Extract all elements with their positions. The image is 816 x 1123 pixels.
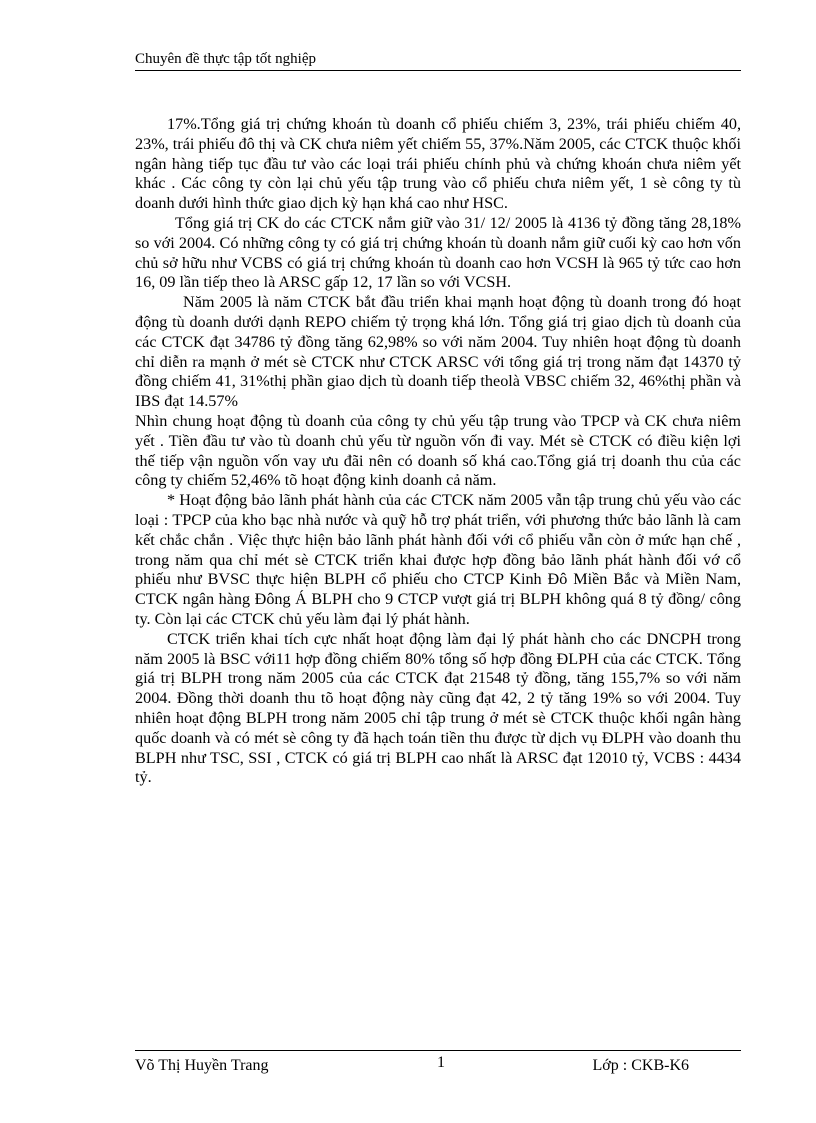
paragraph-1: 17%.Tổng giá trị chứng khoán tù doanh cổ phiếu chiếm 3, 23%, trái phiếu chiếm 40, 23%, trái phiếu đô thị và CK chưa niêm yết chiếm 55, 37%.Năm 2005, các CTCK thuộc khối ngân hàng tiếp tục đầu tư vào các loại trái phiếu chính phủ và chứng khoán chưa niêm yết khác . Các công ty còn lại chủ yếu tập trung vào cổ phiếu chưa niêm yết, 1 sè công ty tù doanh dưới hình thức giao dịch kỳ hạn khá cao như HSC. [135,115,741,213]
paragraph-5: * Hoạt động bảo lãnh phát hành của các CTCK năm 2005 vẫn tập trung chủ yếu vào các loại : TPCP của kho bạc nhà nước và quỹ hỗ trợ phát triển, với phương thức bảo lãnh là cam kết chắc chắn . Việc thực hiện bảo lãnh phát hành đối với cổ phiếu vẫn còn ở mức hạn chế , trong năm qua chỉ mét sè CTCK triển khai được hợp đồng bảo lãnh phát hành đối vớ cổ phiếu như BVSC thực hiện BLPH cổ phiếu cho CTCP Kinh Đô Miền Bắc và Miền Nam, CTCK ngân hàng Đông Á BLPH cho 9 CTCP vượt giá trị BLPH không quá 8 tỷ đồng/ công ty. Còn lại các CTCK chủ yếu làm đại lý phát hành. [135,491,741,628]
class-label: Lớp : CKB-K6 [592,1057,689,1074]
author-name: Võ Thị Huyền Trang [135,1057,269,1074]
paragraph-3: Năm 2005 là năm CTCK bắt đầu triển khai mạnh hoạt động tù doanh trong đó hoạt động tù doanh dưới dạnh REPO chiếm tỷ trọng khá lớn. Tổng giá trị giao dịch tù doanh của các CTCK đạt 34786 tỷ đồng tăng 62,98% so với năm 2004. Tuy nhiên hoạt động tù doanh chỉ diễn ra mạnh ở mét sè CTCK như CTCK ARSC với tổng giá trị trong năm đạt 14370 tỷ đồng chiếm 41, 31%thị phần giao dịch tù doanh tiếp theolà VBSC chiếm 32, 46%thị phần và IBS đạt 14.57% [135,293,741,411]
page-number: 1 [437,1054,445,1071]
paragraph-6: CTCK triển khai tích cực nhất hoạt động làm đại lý phát hành cho các DNCPH trong năm 2005 là BSC với11 hợp đồng chiếm 80% tổng số hợp đồng ĐLPH của các CTCK. Tổng giá trị BLPH trong năm 2005 của các CTCK đạt 21548 tỷ đồng, tăng 155,7% so với năm 2004. Đồng thời doanh thu tõ hoạt động này cũng đạt 42, 2 tỷ tăng 19% so với 2004. Tuy nhiên hoạt động BLPH trong năm 2005 chỉ tập trung ở mét sè CTCK thuộc khối ngân hàng quốc doanh và có mét sè công ty đã hạch toán tiền thu được từ dịch vụ ĐLPH vào doanh thu BLPH như TSC, SSI , CTCK có giá trị BLPH cao nhất là ARSC đạt 12010 tỷ, VCBS : 4434 tỷ. [135,629,741,787]
document-body [135,115,741,788]
document-title: Chuyên đề thực tập tốt nghiệp [135,51,317,67]
paragraph-2: Tổng giá trị CK do các CTCK nắm giữ vào 31/ 12/ 2005 là 4136 tỷ đồng tăng 28,18% so với 2004. Có những công ty có giá trị chứng khoán tù doanh nắm giữ cuối kỳ cao hơn vốn chủ sở hữu như VCBS có giá trị chứng khoán tù doanh cao hơn VCSH là 965 tỷ tức cao hơn 16, 09 lần tiếp theo là ARSC gấp 12, 17 lần so với VCSH. [135,213,741,292]
page-header [135,50,741,71]
page-footer [135,1050,741,1077]
paragraph-4: Nhìn chung hoạt động tù doanh của công ty chủ yếu tập trung vào TPCP và CK chưa niêm yết . Tiền đầu tư vào tù doanh chủ yếu từ nguồn vốn đi vay. Mét sè CTCK có điều kiện lợi thế tiếp vận nguồn vốn vay ưu đãi nên có doanh số khá cao.Tổng giá trị doanh thu của các công ty chiếm 52,46% tõ hoạt động kinh doanh cả năm. [135,411,741,490]
